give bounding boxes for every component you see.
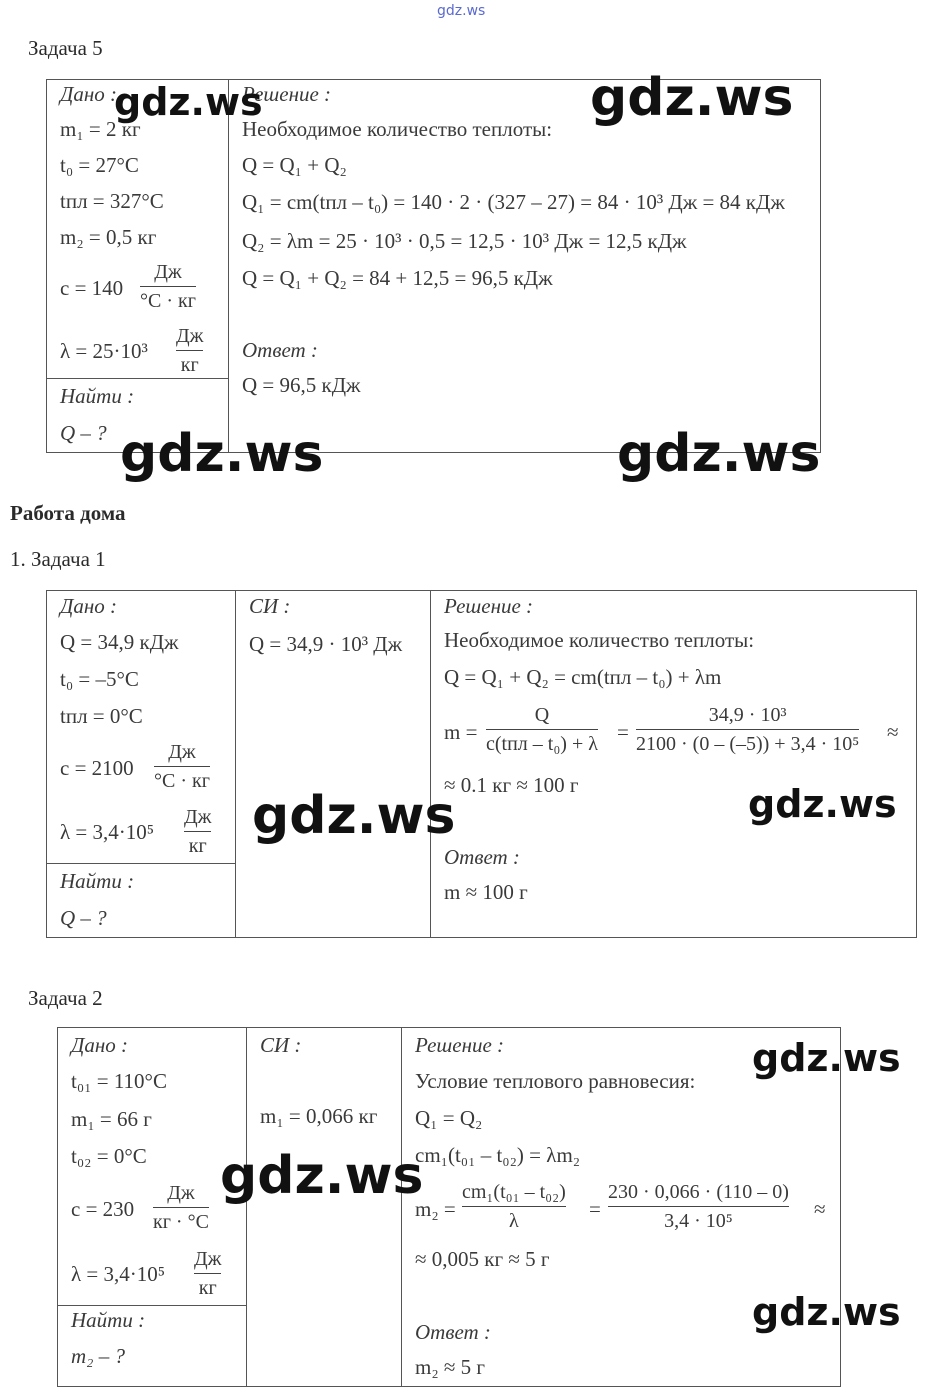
task1-given-label: Дано : (60, 594, 118, 618)
task2-given-4: λ = 3,4·10⁵ (71, 1262, 166, 1286)
task2-fraction-1-num: cm₁(t₀₁ – t₀₂) (462, 1181, 566, 1203)
task2-given-label: Дано : (71, 1033, 129, 1057)
task2-si-value: m₁ = 0,066 кг (260, 1104, 378, 1128)
task5-solution-1: Q = Q₁ + Q₂ (242, 153, 347, 177)
task2-unit-l-den: кг (198, 1277, 217, 1299)
task1-find: Q – ? (60, 906, 107, 930)
task1-unit-l-num: Дж (184, 806, 212, 828)
watermark: gdz.ws (252, 786, 456, 846)
task2-solution-2: cm₁(t₀₁ – t₀₂) = λm₂ (415, 1143, 581, 1167)
task1-unit-l-den: кг (188, 835, 207, 857)
task2-result: ≈ 0,005 кг ≈ 5 г (415, 1247, 550, 1271)
watermark: gdz.ws (114, 80, 263, 124)
task2-given-2: t₀₂ = 0°C (71, 1144, 147, 1168)
watermark: gdz.ws (748, 782, 897, 826)
task5-given-3: m₂ = 0,5 кг (60, 225, 157, 249)
task5-solution-2: Q₁ = cm(tпл – t₀) = 140 · 2 · (327 – 27) = 84 · 10³ Дж = 84 кДж (242, 190, 785, 214)
task1-given-4: λ = 3,4·10⁵ (60, 820, 155, 844)
task5-given-5: λ = 25·10³ (60, 339, 148, 363)
task2-fraction-1-den: λ (509, 1210, 519, 1232)
task5-given-0: m₁ = 2 кг (60, 117, 141, 141)
task1-si-label: СИ : (249, 594, 291, 618)
task2-given-1: m₁ = 66 г (71, 1107, 152, 1131)
task2-m-eq: m₂ = (415, 1197, 456, 1221)
task5-header: Задача 5 (28, 36, 103, 60)
task2-unit-c-num: Дж (167, 1182, 195, 1204)
task1-given-0: Q = 34,9 кДж (60, 630, 179, 654)
task2-answer: m₂ ≈ 5 г (415, 1355, 486, 1379)
task5-answer-label: Ответ : (242, 338, 318, 362)
task5-given-2: tпл = 327°C (60, 189, 164, 213)
task1-solution-0: Необходимое количество теплоты: (444, 628, 755, 652)
task2-header: Задача 2 (28, 986, 103, 1010)
task2-fraction-2 (608, 1178, 789, 1235)
task5-solution-3: Q₂ = λm = 25 · 10³ · 0,5 = 12,5 · 10³ Дж = 12,5 кДж (242, 229, 687, 253)
task1-unit-c-den: °C · кг (154, 770, 210, 792)
watermark: gdz.ws (617, 424, 821, 484)
watermark: gdz.ws (590, 68, 794, 128)
task1-given-3: c = 2100 (60, 756, 134, 780)
task1-given-1: t₀ = –5°C (60, 667, 139, 691)
task5-unit-c (140, 258, 196, 315)
task5-solution-label: Решение : (242, 82, 332, 106)
task1-eq-sign: = (617, 720, 629, 744)
task2-given-0: t₀₁ = 110°C (71, 1069, 167, 1093)
watermark: gdz.ws (120, 424, 324, 484)
task1-approx: ≈ (887, 720, 899, 744)
task2-unit-l-num: Дж (194, 1248, 222, 1270)
task2-solution-label: Решение : (415, 1033, 505, 1057)
task5-find: Q – ? (60, 421, 107, 445)
homework-header: Работа дома (10, 501, 126, 525)
task2-eq-sign: = (589, 1197, 601, 1221)
task5-solution-0: Необходимое количество теплоты: (242, 117, 553, 141)
task2-fraction-1 (462, 1178, 566, 1235)
task5-unit-c-den: °C · кг (140, 290, 196, 312)
task2-si-label: СИ : (260, 1033, 302, 1057)
task1-unit-c (154, 738, 210, 795)
task1-fraction-2 (636, 701, 859, 758)
task1-divider-1 (235, 590, 236, 938)
task2-approx: ≈ (814, 1197, 826, 1221)
task1-fraction-2-num: 34,9 · 10³ (708, 704, 787, 726)
task5-solution-4: Q = Q₁ + Q₂ = 84 + 12,5 = 96,5 кДж (242, 266, 553, 290)
task2-unit-l (194, 1245, 221, 1302)
task2-unit-c-den: кг · °C (153, 1211, 209, 1233)
task5-unit-c-num: Дж (154, 261, 182, 283)
task5-unit-l-den: кг (180, 354, 199, 376)
watermark: gdz.ws (752, 1036, 901, 1080)
top-site-link[interactable]: gdz.ws (437, 3, 486, 19)
task1-solution-label: Решение : (444, 594, 534, 618)
task5-given-1: t₀ = 27°C (60, 153, 139, 177)
task2-unit-c (153, 1179, 209, 1236)
task5-unit-l-num: Дж (176, 325, 204, 347)
task1-fraction-1 (486, 701, 598, 758)
task1-divider-2 (430, 590, 431, 938)
task5-given-4: c = 140 (60, 276, 124, 300)
task2-divider-1 (246, 1027, 247, 1387)
task2-solution-1: Q₁ = Q₂ (415, 1106, 483, 1130)
task1-fraction-1-den: c(tпл – t₀) + λ (486, 733, 598, 755)
task1-given-find-divider (46, 863, 236, 864)
task1-unit-c-num: Дж (168, 741, 196, 763)
task2-given-3: c = 230 (71, 1197, 135, 1221)
task2-solution-0: Условие теплового равновесия: (415, 1069, 696, 1093)
task5-divider (228, 79, 229, 453)
task1-given-2: tпл = 0°C (60, 704, 143, 728)
task2-fraction-2-num: 230 · 0,066 · (110 – 0) (608, 1181, 789, 1203)
task1-header: 1. Задача 1 (10, 547, 106, 571)
task2-find-label: Найти : (71, 1308, 146, 1332)
task1-si-value: Q = 34,9 · 10³ Дж (249, 632, 403, 656)
task5-find-label: Найти : (60, 384, 135, 408)
task2-given-find-divider (57, 1305, 247, 1306)
task2-find: m₂ – ? (71, 1344, 125, 1368)
task1-solution-1: Q = Q₁ + Q₂ = cm(tпл – t₀) + λm (444, 665, 722, 689)
task2-fraction-2-den: 3,4 · 10⁵ (664, 1210, 733, 1232)
task1-answer: m ≈ 100 г (444, 880, 528, 904)
task2-answer-label: Ответ : (415, 1320, 491, 1344)
watermark: gdz.ws (220, 1146, 424, 1206)
task1-fraction-1-num: Q (534, 704, 550, 726)
task2-divider-2 (401, 1027, 402, 1387)
watermark: gdz.ws (752, 1290, 901, 1334)
task5-unit-l (176, 322, 203, 379)
task1-find-label: Найти : (60, 869, 135, 893)
task1-fraction-2-den: 2100 · (0 – (–5)) + 3,4 · 10⁵ (636, 733, 860, 755)
task1-result: ≈ 0.1 кг ≈ 100 г (444, 773, 579, 797)
task1-answer-label: Ответ : (444, 845, 520, 869)
task1-m-eq: m = (444, 720, 478, 744)
task5-given-label: Дано : (60, 82, 118, 106)
task1-unit-l (184, 803, 211, 860)
task5-answer: Q = 96,5 кДж (242, 373, 361, 397)
